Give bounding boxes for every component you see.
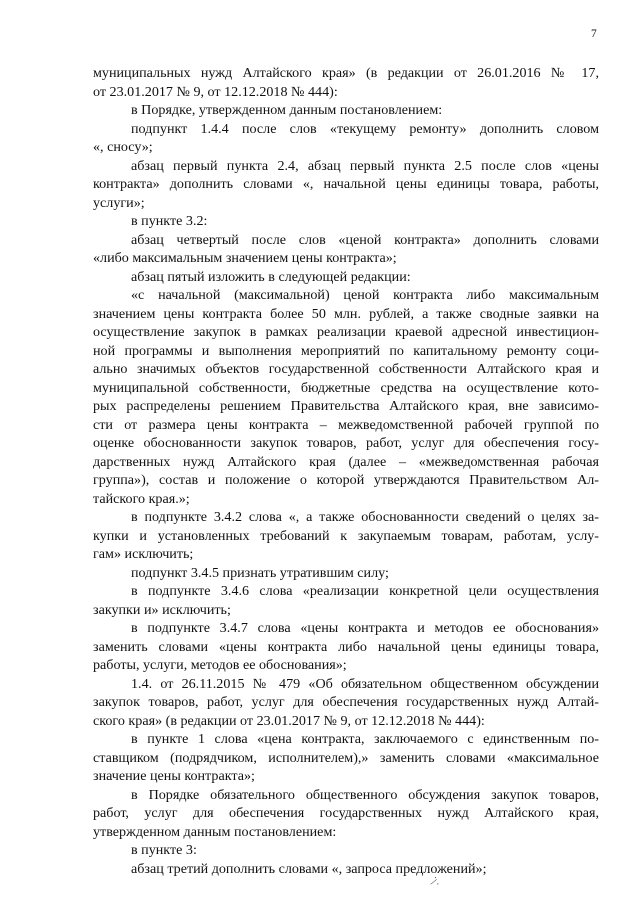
text-line: закупки и» исключить; [93, 601, 231, 618]
text-line: контракта» дополнить словами «, начальной цены единицы товара, работы, [93, 176, 599, 192]
text-line: «либо максимальным значением цены контракта»; [93, 250, 397, 266]
text-line: значением цены контракта более 50 млн. рублей, а также сводные заявки на [93, 305, 599, 322]
text-line: работы, услуги, методов ее обоснования»; [93, 657, 347, 673]
text-line: тайского края.»; [93, 490, 190, 507]
text-line: утвержденном данным постановлением: [93, 823, 337, 840]
text-line: в пункте 3.2: [131, 213, 208, 229]
text-line: в пункте 3: [131, 842, 197, 858]
text-line: услуги»; [93, 194, 145, 211]
page-number: 7 [591, 28, 597, 40]
text-line: ского края» (в редакции от 23.01.2017 № 9, от 12.12.2018 № 444): [93, 712, 485, 729]
text-line: муниципальной собственности, бюджетные средства на осуществление кото- [93, 379, 599, 396]
text-line: абзац пятый изложить в следующей редакции: [131, 268, 411, 285]
text-line: оценке обоснованности закупок товаров, работ, услуг для обеспечения госу- [93, 435, 599, 451]
text-line: подпункт 1.4.4 после слов «текущему ремонту» дополнить словом [131, 120, 599, 137]
text-line: группа»), состав и положение о которой утверждаются Правительством Ал- [93, 472, 599, 488]
text-line: муниципальных нужд Алтайского края» (в редакции от 26.01.2016 № 17, [93, 65, 599, 81]
text-line: «с начальной (максимальной) ценой контракта либо максимальным [131, 287, 599, 303]
text-line: «, сносу»; [93, 139, 153, 155]
text-line: в подпункте 3.4.2 слова «, а также обоснованности сведений о целях за- [131, 509, 599, 525]
text-line: значение цены контракта»; [93, 768, 255, 784]
text-line: ной программы и выполнения мероприятий по капитальному ремонту соци- [93, 342, 599, 359]
text-line: сти от размера цены контракта – межведомственной рабочей группой по [93, 416, 599, 433]
text-line: от 23.01.2017 № 9, от 12.12.2018 № 444): [93, 83, 338, 100]
text-line: в пункте 1 слова «цена контракта, заключаемого с единственным по- [131, 731, 599, 747]
text-line: в Порядке обязательного общественного обсуждения закупок товаров, [131, 786, 599, 803]
text-line: ставщиком (подрядчиком, исполнителем),» заменить словами «максимальное [93, 749, 599, 766]
text-line: подпункт 3.4.5 признать утратившим силу; [131, 564, 389, 581]
text-line: гам» исключить; [93, 546, 194, 562]
text-line: в Порядке, утвержденном данным постановлением: [131, 102, 443, 118]
text-line: абзац четвертый после слов «ценой контракта» дополнить словами [131, 231, 599, 248]
scan-mark: ˙\˙ [425, 875, 441, 889]
text-line: в подпункте 3.4.6 слова «реализации конкретной цели осуществления [131, 583, 599, 599]
text-line: купки и установленных требований к закупаемым товарам, работам, услу- [93, 527, 599, 544]
text-line: в подпункте 3.4.7 слова «цены контракта и методов ее обоснования» [131, 620, 599, 636]
text-line: рых распределены решением Правительства Алтайского края, вне зависимо- [93, 398, 599, 414]
text-line: абзац первый пункта 2.4, абзац первый пункта 2.5 после слов «цены [131, 157, 599, 174]
text-line: дарственных нужд Алтайского края (далее – «межведомственная рабочая [93, 453, 599, 470]
text-line: закупок товаров, работ, услуг для обеспечения государственных нужд Алтай- [93, 694, 599, 710]
text-line: абзац третий дополнить словами «, запроса предложений»; [131, 860, 487, 877]
text-line: заменить словами «цены контракта либо начальной цены единицы товара, [93, 638, 599, 655]
text-line: работ, услуг для обеспечения государственных нужд Алтайского края, [93, 805, 599, 821]
text-line: ально значимых объектов государственной собственности Алтайского края и [93, 361, 599, 377]
text-line: осуществление закупок в рамках реализации краевой адресной инвестицион- [93, 324, 599, 340]
document-body [93, 64, 599, 878]
text-line: 1.4. от 26.11.2015 № 479 «Об обязательном общественном обсуждении [131, 675, 599, 692]
